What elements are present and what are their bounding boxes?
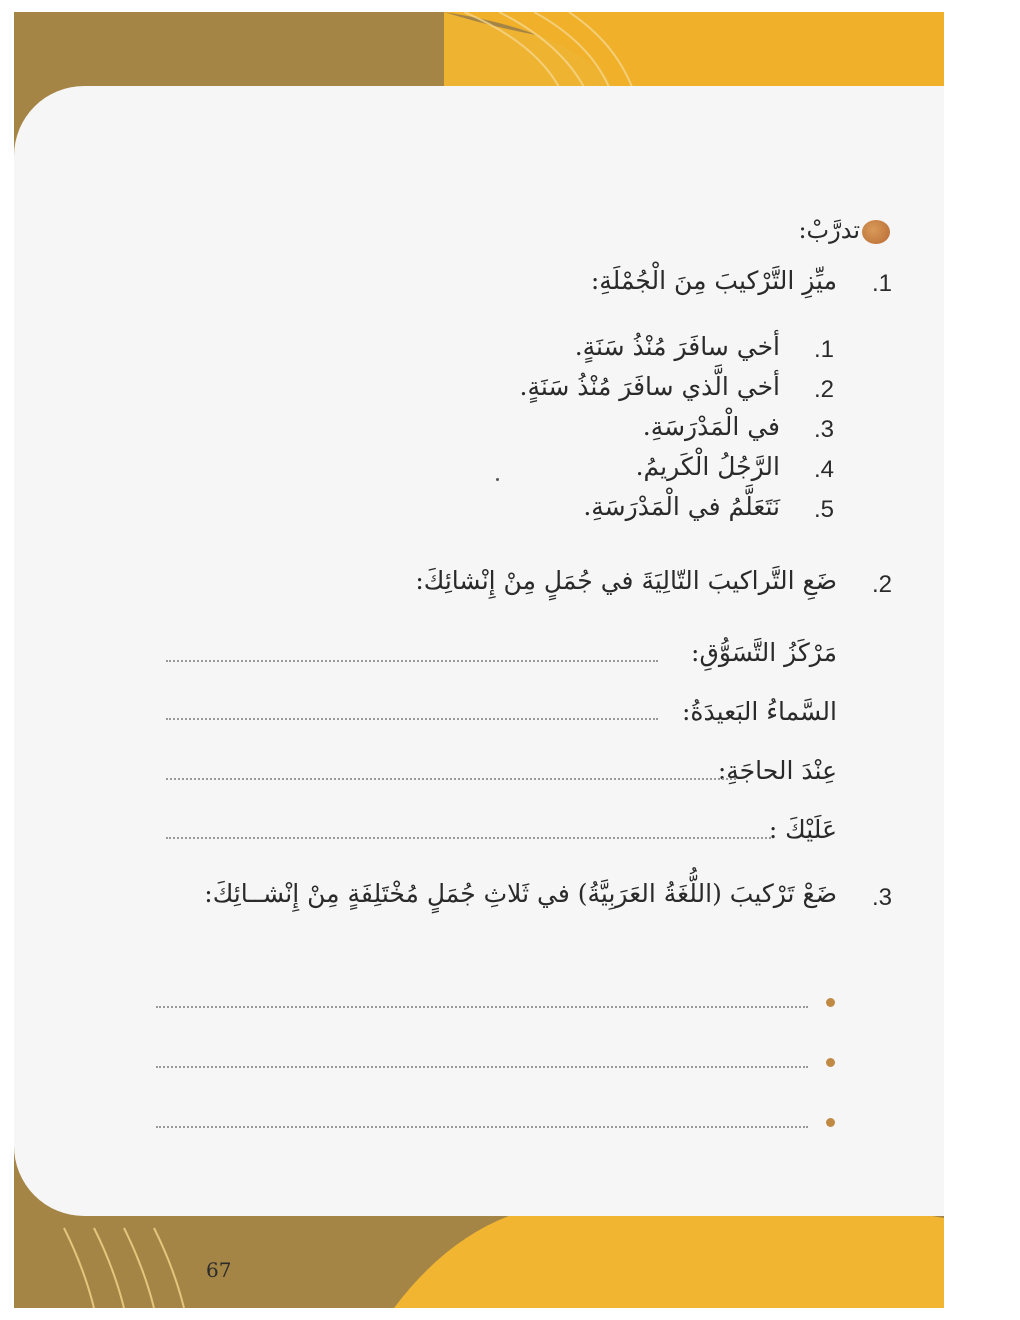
q3-answer-line-3[interactable]: [156, 1126, 808, 1128]
question-1-prompt: ميِّزِ التَّرْكيبَ مِنَ الْجُمْلَةِ:: [590, 266, 837, 295]
q2-item-1-answer-line[interactable]: [166, 660, 658, 662]
q2-item-4-label: عَلَيْكَ :: [768, 815, 837, 844]
q2-item-2-label: السَّماءُ البَعيدَةُ:: [682, 697, 837, 726]
q1-item-4-text: الرَّجُلُ الْكَريمُ.: [635, 452, 780, 481]
drill-heading-dot-icon: [862, 220, 890, 244]
q1-item-4-number: .4: [814, 456, 835, 483]
q2-item-4-answer-line[interactable]: [166, 837, 771, 839]
bullet-icon: [826, 1058, 835, 1067]
q2-item-2-answer-line[interactable]: [166, 718, 658, 720]
q1-item-3-text: في الْمَدْرَسَةِ.: [642, 412, 780, 441]
drill-heading: تدرَّبْ:: [798, 216, 860, 244]
q2-item-3-answer-line[interactable]: [166, 778, 736, 780]
question-3-prompt: ضَعْ تَرْكيبَ (اللُّغَةُ العَرَبِيَّةُ) في ثَلاثِ جُمَلٍ مُخْتَلِفَةٍ مِنْ إِنْشــائِكَ:: [204, 879, 837, 908]
q1-item-3-number: .3: [814, 416, 835, 443]
question-2-prompt: ضَعِ التَّراكيبَ التّالِيَةَ في جُمَلٍ مِنْ إِنْشائِكَ:: [415, 566, 837, 595]
page-number: 67: [206, 1258, 232, 1282]
q1-item-2-number: .2: [814, 376, 835, 403]
q1-item-2-text: أخي الَّذي سافَرَ مُنْذُ سَنَةٍ.: [519, 372, 780, 401]
q3-answer-line-1[interactable]: [156, 1006, 808, 1008]
q3-answer-line-2[interactable]: [156, 1066, 808, 1068]
q2-item-3-label: عِنْدَ الحاجَةِ:: [717, 756, 837, 785]
q1-item-5-text: نَتَعَلَّمُ في الْمَدْرَسَةِ.: [583, 492, 780, 521]
question-2-number: .2: [872, 571, 893, 598]
bullet-icon: [826, 998, 835, 1007]
question-3-number: .3: [872, 884, 893, 911]
q1-item-1-text: أخي سافَرَ مُنْذُ سَنَةٍ.: [574, 332, 780, 361]
question-1-number: .1: [872, 270, 893, 297]
q2-item-1-label: مَرْكَزُ التَّسَوُّقِ:: [691, 638, 837, 667]
bullet-icon: [826, 1118, 835, 1127]
scan-speck: [496, 478, 499, 481]
q1-item-5-number: .5: [814, 496, 835, 523]
q1-item-1-number: .1: [814, 336, 835, 363]
